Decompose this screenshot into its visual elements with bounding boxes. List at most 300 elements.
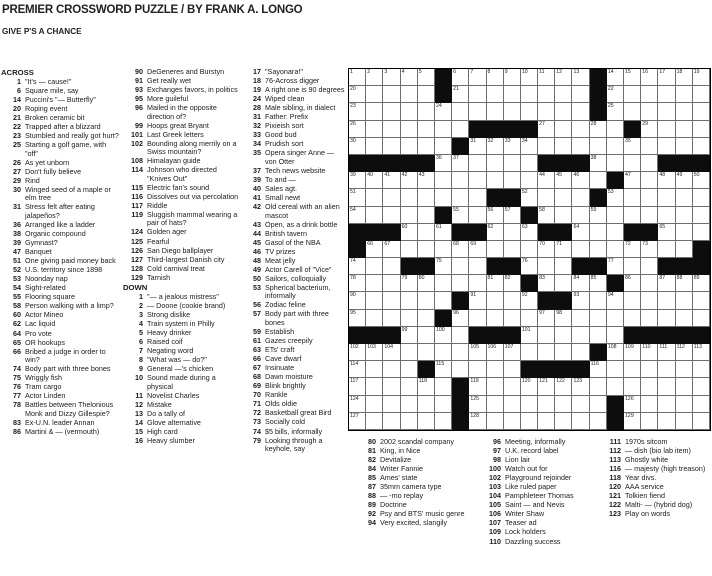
grid-cell[interactable]: [401, 361, 418, 378]
grid-cell[interactable]: [469, 86, 486, 103]
grid-cell[interactable]: [572, 121, 589, 138]
grid-cell[interactable]: [676, 138, 693, 155]
grid-cell[interactable]: [435, 103, 452, 120]
grid-cell[interactable]: [418, 241, 435, 258]
grid-cell[interactable]: [487, 86, 504, 103]
grid-cell[interactable]: [401, 138, 418, 155]
grid-cell[interactable]: [607, 121, 624, 138]
grid-cell[interactable]: [590, 121, 607, 138]
grid-cell[interactable]: [607, 378, 624, 395]
grid-cell[interactable]: [349, 189, 366, 206]
grid-cell[interactable]: [487, 172, 504, 189]
grid-cell[interactable]: [607, 224, 624, 241]
grid-cell[interactable]: [366, 241, 383, 258]
grid-cell[interactable]: [624, 103, 641, 120]
grid-cell[interactable]: [469, 189, 486, 206]
grid-cell[interactable]: [366, 378, 383, 395]
grid-cell[interactable]: [624, 378, 641, 395]
grid-cell[interactable]: [555, 172, 572, 189]
grid-cell[interactable]: [452, 310, 469, 327]
grid-cell[interactable]: [452, 241, 469, 258]
grid-cell[interactable]: [624, 86, 641, 103]
grid-cell[interactable]: [572, 327, 589, 344]
grid-cell[interactable]: [538, 327, 555, 344]
grid-cell[interactable]: [469, 241, 486, 258]
grid-cell[interactable]: [693, 413, 710, 430]
grid-cell[interactable]: [452, 103, 469, 120]
grid-cell[interactable]: [383, 396, 400, 413]
grid-cell[interactable]: [590, 207, 607, 224]
grid-cell[interactable]: [418, 310, 435, 327]
grid-cell[interactable]: [538, 241, 555, 258]
grid-cell[interactable]: [572, 172, 589, 189]
grid-cell[interactable]: [435, 292, 452, 309]
grid-cell[interactable]: [487, 378, 504, 395]
grid-cell[interactable]: [349, 103, 366, 120]
grid-cell[interactable]: [693, 103, 710, 120]
grid-cell[interactable]: [641, 413, 658, 430]
grid-cell[interactable]: [383, 69, 400, 86]
grid-cell[interactable]: [693, 86, 710, 103]
grid-cell[interactable]: [504, 69, 521, 86]
grid-cell[interactable]: [469, 378, 486, 395]
grid-cell[interactable]: [572, 378, 589, 395]
grid-cell[interactable]: [676, 172, 693, 189]
grid-cell[interactable]: [349, 86, 366, 103]
grid-cell[interactable]: [469, 344, 486, 361]
grid-cell[interactable]: [401, 224, 418, 241]
grid-cell[interactable]: [676, 86, 693, 103]
grid-cell[interactable]: [452, 275, 469, 292]
grid-cell[interactable]: [366, 103, 383, 120]
grid-cell[interactable]: [658, 378, 675, 395]
grid-cell[interactable]: [452, 207, 469, 224]
grid-cell[interactable]: [538, 413, 555, 430]
grid-cell[interactable]: [383, 275, 400, 292]
grid-cell[interactable]: [383, 86, 400, 103]
grid-cell[interactable]: [349, 121, 366, 138]
grid-cell[interactable]: [349, 275, 366, 292]
grid-cell[interactable]: [401, 121, 418, 138]
grid-cell[interactable]: [366, 413, 383, 430]
grid-cell[interactable]: [487, 413, 504, 430]
grid-cell[interactable]: [401, 378, 418, 395]
grid-cell[interactable]: [658, 207, 675, 224]
grid-cell[interactable]: [555, 138, 572, 155]
grid-cell[interactable]: [401, 310, 418, 327]
grid-cell[interactable]: [624, 258, 641, 275]
grid-cell[interactable]: [538, 121, 555, 138]
grid-cell[interactable]: [641, 207, 658, 224]
grid-cell[interactable]: [435, 241, 452, 258]
grid-cell[interactable]: [555, 413, 572, 430]
grid-cell[interactable]: [521, 189, 538, 206]
grid-cell[interactable]: [641, 241, 658, 258]
grid-cell[interactable]: [487, 310, 504, 327]
grid-cell[interactable]: [383, 258, 400, 275]
grid-cell[interactable]: [590, 241, 607, 258]
grid-cell[interactable]: [658, 103, 675, 120]
grid-cell[interactable]: [676, 292, 693, 309]
grid-cell[interactable]: [435, 189, 452, 206]
grid-cell[interactable]: [624, 138, 641, 155]
grid-cell[interactable]: [572, 292, 589, 309]
grid-cell[interactable]: [418, 275, 435, 292]
grid-cell[interactable]: [452, 69, 469, 86]
grid-cell[interactable]: [658, 275, 675, 292]
grid-cell[interactable]: [538, 344, 555, 361]
grid-cell[interactable]: [452, 344, 469, 361]
grid-cell[interactable]: [641, 86, 658, 103]
grid-cell[interactable]: [607, 327, 624, 344]
grid-cell[interactable]: [401, 103, 418, 120]
grid-cell[interactable]: [366, 361, 383, 378]
grid-cell[interactable]: [366, 207, 383, 224]
grid-cell[interactable]: [349, 378, 366, 395]
grid-cell[interactable]: [538, 258, 555, 275]
grid-cell[interactable]: [538, 189, 555, 206]
grid-cell[interactable]: [590, 172, 607, 189]
grid-cell[interactable]: [693, 224, 710, 241]
grid-cell[interactable]: [676, 189, 693, 206]
grid-cell[interactable]: [349, 207, 366, 224]
grid-cell[interactable]: [590, 396, 607, 413]
grid-cell[interactable]: [452, 155, 469, 172]
grid-cell[interactable]: [555, 344, 572, 361]
grid-cell[interactable]: [383, 413, 400, 430]
grid-cell[interactable]: [469, 258, 486, 275]
grid-cell[interactable]: [555, 189, 572, 206]
grid-cell[interactable]: [607, 189, 624, 206]
grid-cell[interactable]: [676, 310, 693, 327]
grid-cell[interactable]: [555, 310, 572, 327]
grid-cell[interactable]: [538, 86, 555, 103]
grid-cell[interactable]: [401, 396, 418, 413]
grid-cell[interactable]: [452, 258, 469, 275]
grid-cell[interactable]: [418, 344, 435, 361]
grid-cell[interactable]: [693, 172, 710, 189]
grid-cell[interactable]: [590, 275, 607, 292]
grid-cell[interactable]: [607, 86, 624, 103]
grid-cell[interactable]: [538, 396, 555, 413]
grid-cell[interactable]: [469, 103, 486, 120]
grid-cell[interactable]: [418, 327, 435, 344]
grid-cell[interactable]: [383, 241, 400, 258]
grid-cell[interactable]: [658, 292, 675, 309]
grid-cell[interactable]: [504, 413, 521, 430]
grid-cell[interactable]: [383, 378, 400, 395]
grid-cell[interactable]: [607, 103, 624, 120]
grid-cell[interactable]: [487, 344, 504, 361]
grid-cell[interactable]: [366, 258, 383, 275]
grid-cell[interactable]: [572, 310, 589, 327]
grid-cell[interactable]: [504, 275, 521, 292]
grid-cell[interactable]: [418, 413, 435, 430]
grid-cell[interactable]: [504, 361, 521, 378]
grid-cell[interactable]: [435, 121, 452, 138]
grid-cell[interactable]: [555, 378, 572, 395]
grid-cell[interactable]: [676, 344, 693, 361]
grid-cell[interactable]: [521, 224, 538, 241]
grid-cell[interactable]: [693, 69, 710, 86]
grid-cell[interactable]: [504, 344, 521, 361]
grid-cell[interactable]: [693, 121, 710, 138]
grid-cell[interactable]: [693, 207, 710, 224]
grid-cell[interactable]: [607, 361, 624, 378]
grid-cell[interactable]: [418, 172, 435, 189]
grid-cell[interactable]: [521, 344, 538, 361]
grid-cell[interactable]: [418, 121, 435, 138]
grid-cell[interactable]: [538, 138, 555, 155]
grid-cell[interactable]: [418, 189, 435, 206]
grid-cell[interactable]: [383, 103, 400, 120]
grid-cell[interactable]: [418, 86, 435, 103]
grid-cell[interactable]: [383, 344, 400, 361]
grid-cell[interactable]: [607, 138, 624, 155]
grid-cell[interactable]: [624, 155, 641, 172]
grid-cell[interactable]: [521, 258, 538, 275]
grid-cell[interactable]: [401, 413, 418, 430]
grid-cell[interactable]: [555, 275, 572, 292]
grid-cell[interactable]: [658, 189, 675, 206]
grid-cell[interactable]: [366, 275, 383, 292]
grid-cell[interactable]: [521, 86, 538, 103]
grid-cell[interactable]: [641, 69, 658, 86]
grid-cell[interactable]: [452, 327, 469, 344]
grid-cell[interactable]: [555, 258, 572, 275]
grid-cell[interactable]: [366, 292, 383, 309]
grid-cell[interactable]: [590, 310, 607, 327]
grid-cell[interactable]: [349, 69, 366, 86]
grid-cell[interactable]: [658, 361, 675, 378]
grid-cell[interactable]: [401, 327, 418, 344]
grid-cell[interactable]: [366, 189, 383, 206]
grid-cell[interactable]: [641, 189, 658, 206]
grid-cell[interactable]: [418, 138, 435, 155]
grid-cell[interactable]: [658, 172, 675, 189]
grid-cell[interactable]: [641, 103, 658, 120]
grid-cell[interactable]: [624, 241, 641, 258]
grid-cell[interactable]: [641, 292, 658, 309]
grid-cell[interactable]: [641, 275, 658, 292]
grid-cell[interactable]: [435, 172, 452, 189]
grid-cell[interactable]: [469, 275, 486, 292]
grid-cell[interactable]: [504, 86, 521, 103]
grid-cell[interactable]: [366, 396, 383, 413]
grid-cell[interactable]: [435, 327, 452, 344]
grid-cell[interactable]: [504, 103, 521, 120]
grid-cell[interactable]: [469, 310, 486, 327]
grid-cell[interactable]: [676, 69, 693, 86]
grid-cell[interactable]: [693, 275, 710, 292]
grid-cell[interactable]: [487, 241, 504, 258]
grid-cell[interactable]: [349, 344, 366, 361]
grid-cell[interactable]: [641, 172, 658, 189]
grid-cell[interactable]: [555, 241, 572, 258]
grid-cell[interactable]: [658, 138, 675, 155]
grid-cell[interactable]: [572, 344, 589, 361]
grid-cell[interactable]: [676, 396, 693, 413]
grid-cell[interactable]: [658, 69, 675, 86]
grid-cell[interactable]: [555, 327, 572, 344]
grid-cell[interactable]: [383, 361, 400, 378]
grid-cell[interactable]: [452, 86, 469, 103]
grid-cell[interactable]: [349, 292, 366, 309]
grid-cell[interactable]: [658, 396, 675, 413]
grid-cell[interactable]: [521, 103, 538, 120]
grid-cell[interactable]: [383, 207, 400, 224]
grid-cell[interactable]: [641, 310, 658, 327]
grid-cell[interactable]: [590, 155, 607, 172]
grid-cell[interactable]: [401, 207, 418, 224]
grid-cell[interactable]: [607, 344, 624, 361]
grid-cell[interactable]: [469, 292, 486, 309]
grid-cell[interactable]: [469, 138, 486, 155]
grid-cell[interactable]: [555, 121, 572, 138]
grid-cell[interactable]: [607, 258, 624, 275]
grid-cell[interactable]: [590, 138, 607, 155]
grid-cell[interactable]: [435, 138, 452, 155]
grid-cell[interactable]: [349, 361, 366, 378]
grid-cell[interactable]: [590, 327, 607, 344]
grid-cell[interactable]: [572, 69, 589, 86]
grid-cell[interactable]: [693, 189, 710, 206]
grid-cell[interactable]: [349, 413, 366, 430]
grid-cell[interactable]: [487, 138, 504, 155]
grid-cell[interactable]: [676, 224, 693, 241]
grid-cell[interactable]: [469, 172, 486, 189]
grid-cell[interactable]: [676, 275, 693, 292]
grid-cell[interactable]: [452, 189, 469, 206]
grid-cell[interactable]: [572, 138, 589, 155]
grid-cell[interactable]: [641, 396, 658, 413]
grid-cell[interactable]: [418, 69, 435, 86]
grid-cell[interactable]: [676, 121, 693, 138]
grid-cell[interactable]: [487, 292, 504, 309]
grid-cell[interactable]: [572, 396, 589, 413]
grid-cell[interactable]: [590, 292, 607, 309]
grid-cell[interactable]: [607, 310, 624, 327]
grid-cell[interactable]: [658, 310, 675, 327]
grid-cell[interactable]: [641, 155, 658, 172]
grid-cell[interactable]: [641, 361, 658, 378]
grid-cell[interactable]: [521, 241, 538, 258]
grid-cell[interactable]: [607, 155, 624, 172]
grid-cell[interactable]: [487, 396, 504, 413]
grid-cell[interactable]: [366, 310, 383, 327]
grid-cell[interactable]: [676, 361, 693, 378]
grid-cell[interactable]: [504, 292, 521, 309]
grid-cell[interactable]: [555, 396, 572, 413]
grid-cell[interactable]: [624, 396, 641, 413]
grid-cell[interactable]: [538, 378, 555, 395]
grid-cell[interactable]: [624, 413, 641, 430]
grid-cell[interactable]: [349, 138, 366, 155]
grid-cell[interactable]: [693, 396, 710, 413]
grid-cell[interactable]: [366, 69, 383, 86]
grid-cell[interactable]: [504, 378, 521, 395]
grid-cell[interactable]: [555, 69, 572, 86]
grid-cell[interactable]: [487, 275, 504, 292]
grid-cell[interactable]: [658, 413, 675, 430]
grid-cell[interactable]: [521, 172, 538, 189]
grid-cell[interactable]: [487, 224, 504, 241]
grid-cell[interactable]: [383, 310, 400, 327]
grid-cell[interactable]: [676, 413, 693, 430]
grid-cell[interactable]: [658, 121, 675, 138]
grid-cell[interactable]: [435, 396, 452, 413]
grid-cell[interactable]: [572, 413, 589, 430]
grid-cell[interactable]: [418, 103, 435, 120]
grid-cell[interactable]: [607, 207, 624, 224]
grid-cell[interactable]: [572, 241, 589, 258]
grid-cell[interactable]: [418, 207, 435, 224]
grid-cell[interactable]: [435, 224, 452, 241]
grid-cell[interactable]: [676, 241, 693, 258]
grid-cell[interactable]: [504, 155, 521, 172]
grid-cell[interactable]: [641, 138, 658, 155]
grid-cell[interactable]: [469, 207, 486, 224]
grid-cell[interactable]: [504, 396, 521, 413]
grid-cell[interactable]: [452, 121, 469, 138]
grid-cell[interactable]: [487, 207, 504, 224]
grid-cell[interactable]: [487, 361, 504, 378]
grid-cell[interactable]: [504, 224, 521, 241]
grid-cell[interactable]: [366, 121, 383, 138]
grid-cell[interactable]: [538, 275, 555, 292]
grid-cell[interactable]: [555, 103, 572, 120]
grid-cell[interactable]: [401, 241, 418, 258]
grid-cell[interactable]: [693, 138, 710, 155]
grid-cell[interactable]: [401, 344, 418, 361]
grid-cell[interactable]: [572, 207, 589, 224]
grid-cell[interactable]: [538, 172, 555, 189]
grid-cell[interactable]: [435, 275, 452, 292]
grid-cell[interactable]: [624, 361, 641, 378]
grid-cell[interactable]: [521, 155, 538, 172]
grid-cell[interactable]: [521, 310, 538, 327]
grid-cell[interactable]: [658, 241, 675, 258]
grid-cell[interactable]: [383, 121, 400, 138]
grid-cell[interactable]: [487, 155, 504, 172]
grid-cell[interactable]: [641, 121, 658, 138]
grid-cell[interactable]: [418, 224, 435, 241]
grid-cell[interactable]: [590, 378, 607, 395]
grid-cell[interactable]: [401, 189, 418, 206]
grid-cell[interactable]: [521, 378, 538, 395]
grid-cell[interactable]: [521, 413, 538, 430]
grid-cell[interactable]: [590, 361, 607, 378]
grid-cell[interactable]: [572, 189, 589, 206]
grid-cell[interactable]: [383, 189, 400, 206]
grid-cell[interactable]: [435, 258, 452, 275]
grid-cell[interactable]: [366, 344, 383, 361]
grid-cell[interactable]: [607, 241, 624, 258]
grid-cell[interactable]: [538, 103, 555, 120]
grid-cell[interactable]: [590, 413, 607, 430]
grid-cell[interactable]: [658, 86, 675, 103]
grid-cell[interactable]: [504, 207, 521, 224]
grid-cell[interactable]: [366, 172, 383, 189]
grid-cell[interactable]: [418, 292, 435, 309]
grid-cell[interactable]: [624, 189, 641, 206]
grid-cell[interactable]: [349, 172, 366, 189]
grid-cell[interactable]: [572, 103, 589, 120]
grid-cell[interactable]: [641, 344, 658, 361]
grid-cell[interactable]: [418, 396, 435, 413]
grid-cell[interactable]: [590, 224, 607, 241]
grid-cell[interactable]: [641, 378, 658, 395]
